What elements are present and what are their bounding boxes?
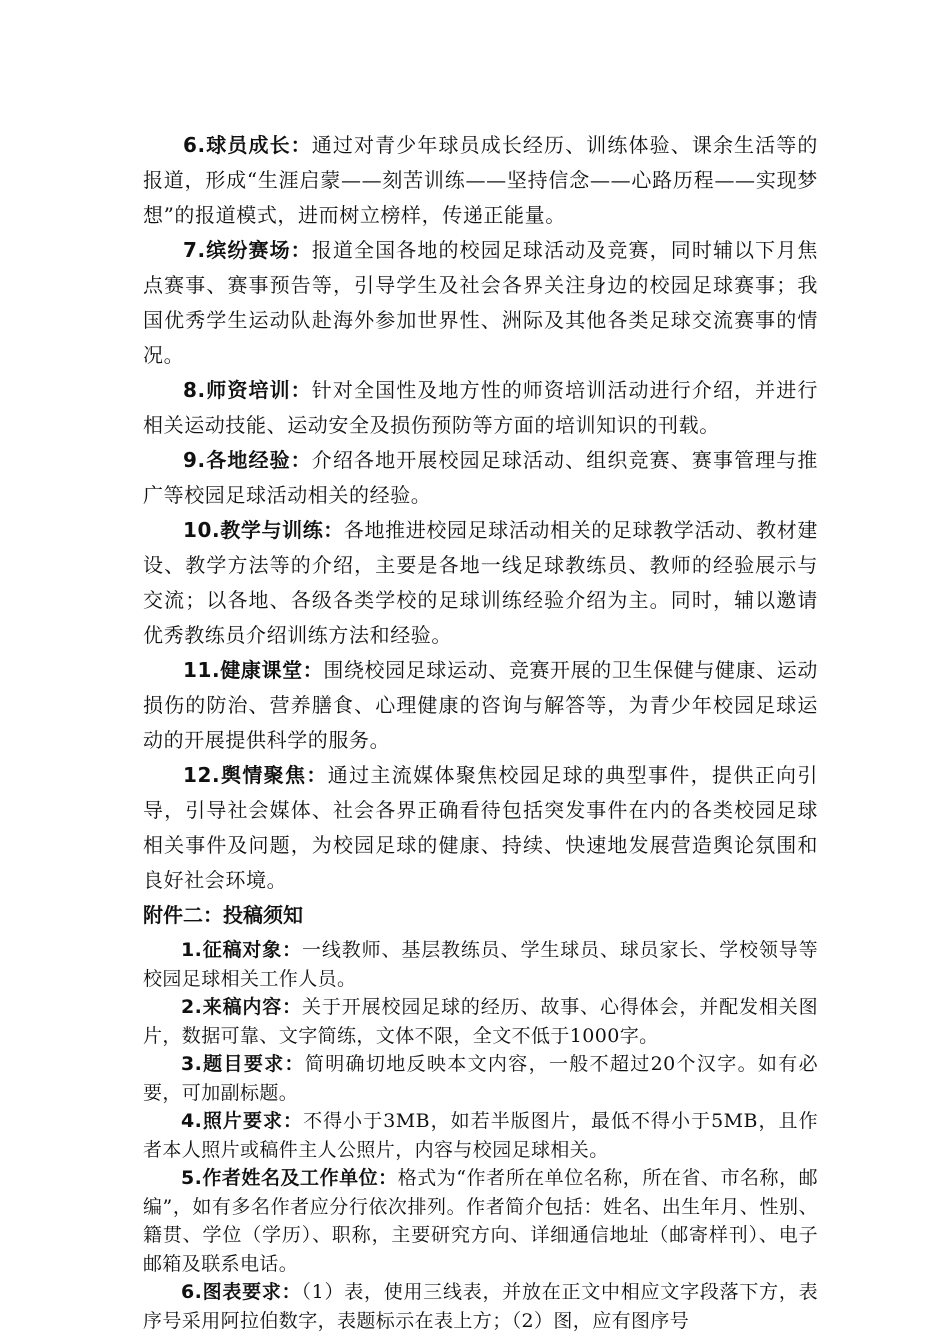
item-label: 11.健康课堂：: [183, 658, 324, 682]
item-text: 围绕校园足球运动、竞赛开展的卫生保健与健康、运动损伤的防治、营养膳食、心理健康的咨询与解答等，为青少年校园足球运动的开展提供科学的服务。: [143, 658, 818, 752]
item-label: 10.教学与训练：: [183, 518, 344, 542]
paragraph-item-8: [143, 373, 818, 443]
item-label: 6.球员成长：: [183, 133, 312, 157]
item-text: 各地推进校园足球活动相关的足球教学活动、教材建设、教学方法等的介绍，主要是各地一线足球教练员、教师的经验展示与交流；以各地、各级各类学校的足球训练经验介绍为主。同时，辅以邀请优秀教练员介绍训练方法和经验。: [143, 518, 818, 647]
document-page: [143, 128, 818, 1335]
paragraph-item-7: [143, 233, 818, 373]
item-text: 关于开展校园足球的经历、故事、心得体会，并配发相关图片，数据可靠、文字简练，文体不限，全文不低于1000字。: [143, 996, 818, 1047]
item-text: 针对全国性及地方性的师资培训活动进行介绍，并进行相关运动技能、运动安全及损伤预防等方面的培训知识的刊载。: [143, 378, 818, 437]
guideline-item-1: [143, 936, 818, 993]
item-label: 6.图表要求：: [181, 1281, 302, 1303]
item-label: 1.征稿对象：: [181, 939, 303, 961]
attachment-heading: 附件二：投稿须知: [143, 903, 303, 927]
item-label: 12.舆情聚焦：: [183, 763, 328, 787]
submission-guidelines: [143, 936, 818, 1335]
item-label: 4.照片要求：: [181, 1110, 304, 1132]
item-text: 不得小于3MB，如若半版图片，最低不得小于5MB，且作者本人照片或稿件主人公照片，内容与校园足球相关。: [143, 1110, 818, 1161]
item-label: 5.作者姓名及工作单位：: [181, 1167, 398, 1189]
item-text: 介绍各地开展校园足球活动、组织竞赛、赛事管理与推广等校园足球活动相关的经验。: [143, 448, 818, 507]
paragraph-item-12: [143, 758, 818, 898]
item-label: 3.题目要求：: [181, 1053, 305, 1075]
column-descriptions: [143, 128, 818, 898]
paragraph-item-6: [143, 128, 818, 233]
item-label: 7.缤纷赛场：: [183, 238, 312, 262]
paragraph-item-11: [143, 653, 818, 758]
paragraph-item-10: [143, 513, 818, 653]
item-text: 通过对青少年球员成长经历、训练体验、课余生活等的报道，形成“生涯启蒙——刻苦训练——坚持信念——心路历程——实现梦想”的报道模式，进而树立榜样，传递正能量。: [143, 133, 818, 227]
guideline-item-5: [143, 1164, 818, 1278]
item-text: 格式为“作者所在单位名称，所在省、市名称，邮编”，如有多名作者应分行依次排列。作者简介包括：姓名、出生年月、性别、籍贯、学位（学历）、职称，主要研究方向、详细通信地址（邮寄样刊）、电子邮箱及联系电话。: [143, 1167, 818, 1275]
guideline-item-6: [143, 1278, 818, 1335]
paragraph-item-9: [143, 443, 818, 513]
item-label: 2.来稿内容：: [181, 996, 303, 1018]
item-text: 报道全国各地的校园足球活动及竞赛，同时辅以下月焦点赛事、赛事预告等，引导学生及社会各界关注身边的校园足球赛事；我国优秀学生运动队赴海外参加世界性、洲际及其他各类足球交流赛事的情况。: [143, 238, 818, 367]
guideline-item-4: [143, 1107, 818, 1164]
item-text: （1）表，使用三线表，并放在正文中相应文字段落下方，表序号采用阿拉伯数字，表题标示在表上方；（2）图，应有图序号: [143, 1281, 818, 1332]
guideline-item-3: [143, 1050, 818, 1107]
guideline-item-2: [143, 993, 818, 1050]
item-label: 8.师资培训：: [183, 378, 312, 402]
item-text: 简明确切地反映本文内容，一般不超过20个汉字。如有必要，可加副标题。: [143, 1053, 818, 1104]
item-text: 通过主流媒体聚焦校园足球的典型事件，提供正向引导，引导社会媒体、社会各界正确看待包括突发事件在内的各类校园足球相关事件及问题，为校园足球的健康、持续、快速地发展营造舆论氛围和良好社会环境。: [143, 763, 818, 892]
item-label: 9.各地经验：: [183, 448, 312, 472]
item-text: 一线教师、基层教练员、学生球员、球员家长、学校领导等校园足球相关工作人员。: [143, 939, 818, 990]
